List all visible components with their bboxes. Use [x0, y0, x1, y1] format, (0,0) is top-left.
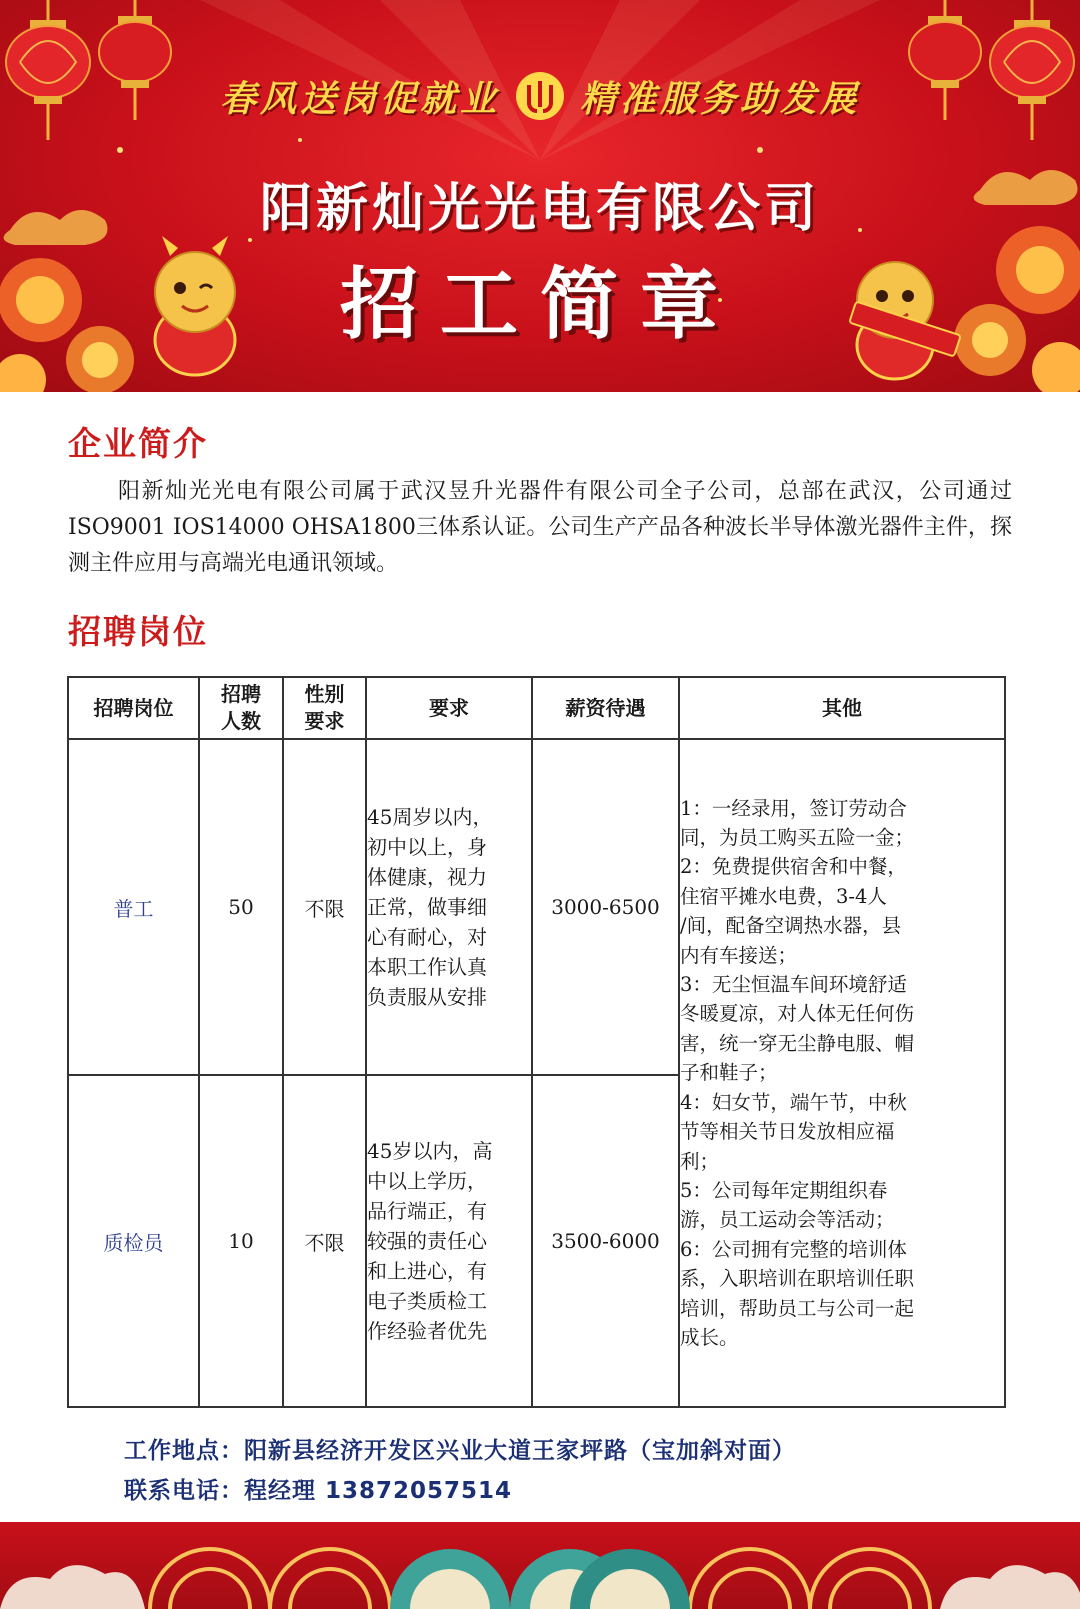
- header-banner: [0, 0, 1080, 392]
- salary-cell: 3000-6500: [532, 739, 679, 1075]
- header-requirements: 要求: [366, 677, 532, 739]
- requirements-cell: 45岁以内，高 中以上学历， 品行端正，有 较强的责任心 和上进心，有 电子类质检工 作经验者优先: [366, 1075, 532, 1407]
- intro-text: 阳新灿光光电有限公司属于武汉昱升光器件有限公司全子公司，总部在武汉，公司通过ISO9001 IOS14000 OHSA1800三体系认证。公司生产产品各种波长半导体激光器件主件，探测主件应用与高端光电通讯领域。: [68, 479, 1012, 576]
- slogan: [0, 66, 1080, 126]
- count-cell: 10: [199, 1075, 283, 1407]
- header-count: 招聘 人数: [199, 677, 283, 739]
- company-title: 阳新灿光光电有限公司: [259, 179, 820, 239]
- footer-decoration: [0, 1522, 1080, 1609]
- gender-cell: 不限: [283, 739, 366, 1075]
- table-row: [68, 739, 1005, 1075]
- poster-title: 招工简章: [339, 260, 740, 350]
- position-cell: 普工: [68, 739, 199, 1075]
- company-logo-icon: [516, 72, 564, 120]
- other-benefits-cell: 1：一经录用，签订劳动合 同，为员工购买五险一金； 2：免费提供宿舍和中餐， 住宿平摊水电费，3-4人 /间，配备空调热水器，县 内有车接送； 3：无尘恒温车间环境舒适 冬暖夏凉，对人体无任何伤 害，统一穿无尘静电服、帽 子和鞋子； 4：妇女节，端午节，中秋 节等相关节日发放相应福 利； 5：公司每年定期组织春 游，员工运动会等活动； 6：公司拥有完整的培训体 系，入职培训在职培训任职 培训，帮助员工与公司一起 成长。: [679, 739, 1005, 1407]
- intro-heading: 企业简介: [68, 424, 208, 463]
- gender-cell: 不限: [283, 1075, 366, 1407]
- header-salary: 薪资待遇: [532, 677, 679, 739]
- jobs-heading: 招聘岗位: [68, 612, 208, 651]
- jobs-table: [67, 676, 1006, 1408]
- contact-phone: 联系电话：程经理 13872057514: [124, 1478, 513, 1504]
- work-address: 工作地点：阳新县经济开发区兴业大道王家坪路（宝加斜对面）: [124, 1438, 796, 1464]
- slogan-left: 春风送岗促就业: [219, 77, 500, 120]
- slogan-right: 精准服务助发展: [580, 77, 861, 120]
- header-position: 招聘岗位: [68, 677, 199, 739]
- table-header-row: [68, 677, 1005, 739]
- position-cell: 质检员: [68, 1075, 199, 1407]
- requirements-cell: 45周岁以内， 初中以上，身 体健康，视力 正常，做事细 心有耐心，对 本职工作认真 负责服从安排: [366, 739, 532, 1075]
- count-cell: 50: [199, 739, 283, 1075]
- salary-cell: 3500-6000: [532, 1075, 679, 1407]
- header-gender: 性别 要求: [283, 677, 366, 739]
- header-other: 其他: [679, 677, 1005, 739]
- footer-banner: [0, 1522, 1080, 1609]
